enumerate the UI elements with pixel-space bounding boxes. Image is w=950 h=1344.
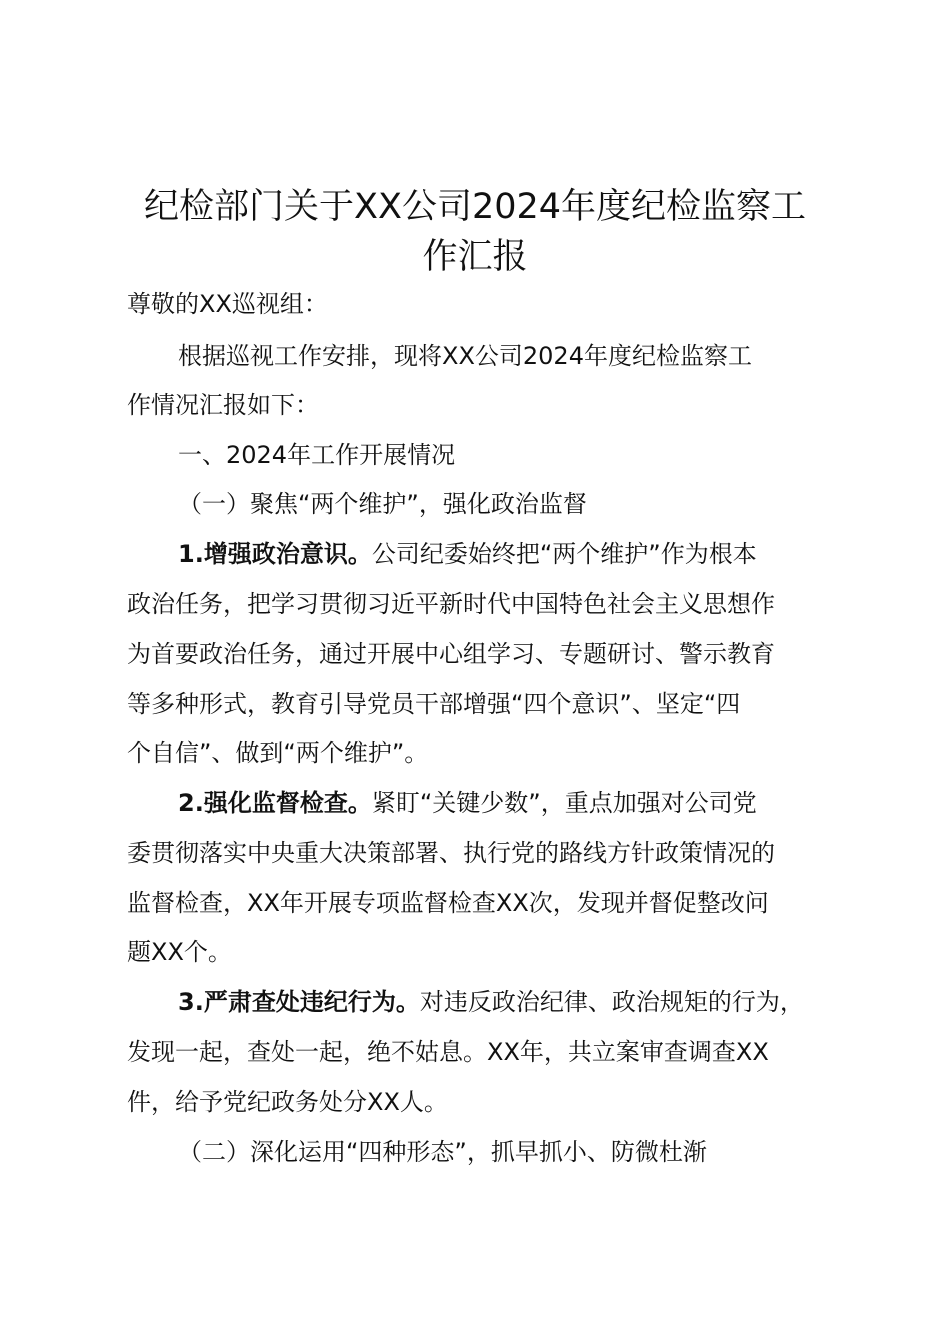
item-2-line-4: 题XX个。 [127,938,232,966]
item-1-line-4: 等多种形式，教育引导党员干部增强“四个意识”、坚定“四 [127,690,741,718]
item-2-first-line [178,786,757,820]
item-1-lead: 1.增强政治意识。 [178,540,372,568]
item-1-first-line [178,537,757,571]
document-title-line-2: 作汇报 [422,237,528,277]
item-3-line-2: 发现一起，查处一起，绝不姑息。XX年，共立案审查调查XX [127,1038,769,1066]
item-1-line-3: 为首要政治任务，通过开展中心组学习、专题研讨、警示教育 [127,640,775,668]
intro-line-2: 作情况汇报如下： [127,391,319,419]
intro-line-1: 根据巡视工作安排，现将XX公司2024年度纪检监察工 [178,342,752,370]
item-3-text: 对违反政治纪律、政治规矩的行为， [419,988,804,1016]
item-2-line-2: 委贯彻落实中央重大决策部署、执行党的路线方针政策情况的 [127,839,775,867]
item-2-text: 紧盯“关键少数”，重点加强对公司党 [371,789,757,817]
salutation: 尊敬的XX巡视组： [127,290,328,318]
subsection-heading-2: （二）深化运用“四种形态”，抓早抓小、防微杜渐 [178,1138,707,1166]
item-3-lead: 3.严肃查处违纪行为。 [178,988,420,1016]
item-2-line-3: 监督检查，XX年开展专项监督检查XX次，发现并督促整改问 [127,889,769,917]
subsection-heading-1: （一）聚焦“两个维护”，强化政治监督 [178,490,587,518]
item-1-line-5: 个自信”、做到“两个维护”。 [127,739,429,767]
item-1-text: 公司纪委始终把“两个维护”作为根本 [371,540,757,568]
item-2-lead: 2.强化监督检查。 [178,789,372,817]
document-title-line-1: 纪检部门关于XX公司2024年度纪检监察工 [143,187,807,227]
section-heading-1: 一、2024年工作开展情况 [178,441,456,469]
item-3-line-3: 件，给予党纪政务处分XX人。 [127,1088,448,1116]
item-1-line-2: 政治任务，把学习贯彻习近平新时代中国特色社会主义思想作 [127,590,775,618]
item-3-first-line [178,985,804,1019]
